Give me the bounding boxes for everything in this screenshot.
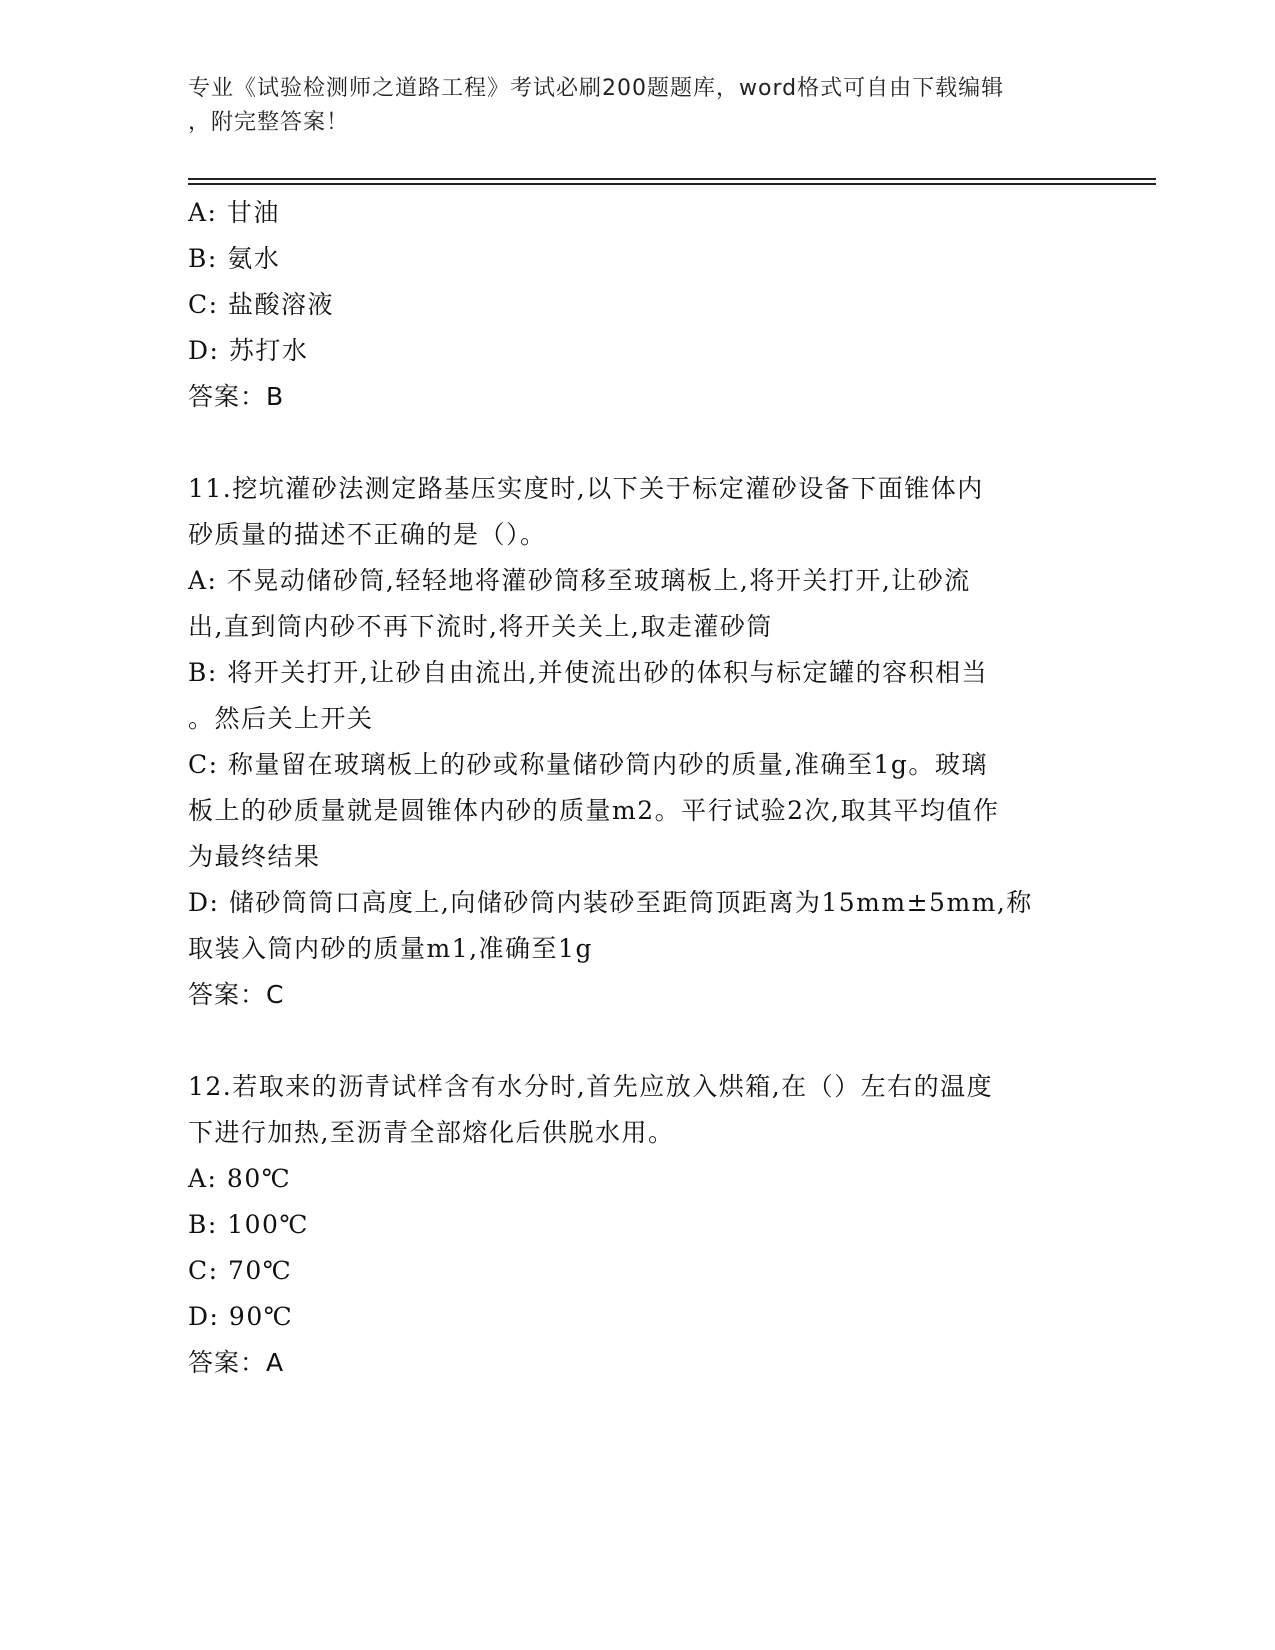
question-11 <box>188 466 1088 1018</box>
option-b: B: 将开关打开,让砂自由流出,并使流出砂的体积与标定罐的容积相当 <box>188 658 989 687</box>
option-b: B: 氨水 <box>188 244 281 273</box>
option-a: 出,直到筒内砂不再下流时,将开关关上,取走灌砂筒 <box>188 612 773 641</box>
option-a: A: 甘油 <box>188 198 280 227</box>
question-stem: 砂质量的描述不正确的是（）。 <box>188 520 547 549</box>
question-stem: 下进行加热,至沥青全部熔化后供脱水用。 <box>188 1118 675 1147</box>
question-stem: 12.若取来的沥青试样含有水分时,首先应放入烘箱,在（）左右的温度 <box>188 1072 994 1101</box>
question-12 <box>188 1064 1088 1386</box>
option-d: D: 储砂筒筒口高度上,向储砂筒内装砂至距筒顶距离为15mm±5mm,称 <box>188 888 1033 917</box>
option-a: A: 不晃动储砂筒,轻轻地将灌砂筒移至玻璃板上,将开关打开,让砂流 <box>188 566 971 595</box>
answer: 答案：A <box>188 1348 285 1377</box>
answer: 答案：C <box>188 980 285 1009</box>
header-divider-top <box>188 178 1156 180</box>
option-c: C: 盐酸溶液 <box>188 290 334 319</box>
option-c: C: 称量留在玻璃板上的砂或称量储砂筒内砂的质量,准确至1g。玻璃 <box>188 750 988 779</box>
page-header <box>188 72 1068 140</box>
question-content <box>188 190 1088 1386</box>
option-a: A: 80℃ <box>188 1164 292 1193</box>
option-c: 为最终结果 <box>188 842 321 871</box>
header-line-2: ，附完整答案！ <box>188 110 350 135</box>
question-gap <box>188 420 1088 466</box>
option-c: C: 70℃ <box>188 1256 293 1285</box>
question-gap <box>188 1018 1088 1064</box>
header-line-1: 专业《试验检测师之道路工程》考试必刷200题题库，word格式可自由下载编辑 <box>188 76 1005 101</box>
option-b: B: 100℃ <box>188 1210 309 1239</box>
option-b: 。然后关上开关 <box>188 704 374 733</box>
option-c: 板上的砂质量就是圆锥体内砂的质量m2。平行试验2次,取其平均值作 <box>188 796 1000 825</box>
option-d: D: 90℃ <box>188 1302 294 1331</box>
question-stem: 11.挖坑灌砂法测定路基压实度时,以下关于标定灌砂设备下面锥体内 <box>188 474 984 503</box>
option-d: D: 苏打水 <box>188 336 309 365</box>
header-divider-bottom <box>188 183 1156 185</box>
answer: 答案：B <box>188 382 285 411</box>
option-d: 取装入筒内砂的质量m1,准确至1g <box>188 934 593 963</box>
question-10 <box>188 190 1088 420</box>
